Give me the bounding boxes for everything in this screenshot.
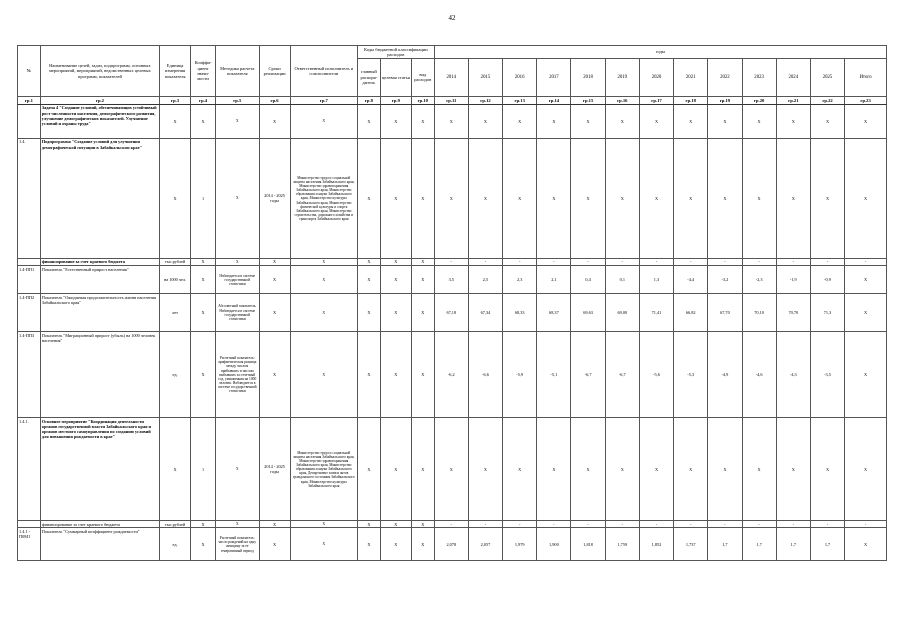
row-year-value: X [503,104,537,138]
row-total: - [845,258,887,265]
row-code-main: X [357,521,380,528]
column-number: гр.6 [259,96,290,104]
row-unit: X [160,138,191,258]
row-year-value: -4,6 [742,332,776,418]
row-code-item: X [380,294,411,332]
row-year-value: -5,3 [674,332,708,418]
column-number: гр.22 [810,96,844,104]
row-code-item: X [380,521,411,528]
row-terms: 2014 - 2025 годы [259,418,290,521]
row-year-value: 2,057 [468,528,502,561]
column-number: гр.4 [191,96,216,104]
row-number [18,104,41,138]
row-year-value: 2,5 [468,266,502,294]
row-code-type: X [411,332,434,418]
row-year-value: X [674,104,708,138]
row-year-value: X [571,418,605,521]
row-year-value: - [537,258,571,265]
row-year-value: 70,70 [776,294,810,332]
column-number: гр.23 [845,96,887,104]
row-year-value: X [810,138,844,258]
row-year-value: X [468,104,502,138]
col-header-name: Наименование целей, задач, подпрограмм, основных мероприятий, мероприятий, ведомственных целевых программ, показателей [40,46,159,97]
row-year-value: - [674,521,708,528]
row-year-value: 1,818 [571,528,605,561]
row-terms: X [259,332,290,418]
row-year-value: X [708,104,742,138]
row-year-value: - [810,258,844,265]
row-code-main: X [357,266,380,294]
row-total: X [845,266,887,294]
row-code-type: X [411,138,434,258]
row-year-value: X [742,138,776,258]
row-name: финансирование за счет краевого бюджета [40,521,159,528]
row-unit: лет [160,294,191,332]
row-total: X [845,332,887,418]
column-number: гр.10 [411,96,434,104]
row-year-value: - [708,258,742,265]
row-code-item: X [380,332,411,418]
row-year-value: 2,1 [537,266,571,294]
row-year-value: -2,3 [742,266,776,294]
row-year-value: 1,900 [537,528,571,561]
col-header-year: 2020 [639,58,673,96]
row-name: Показатель "Суммарный коэффициент рождаемости" [40,528,159,561]
row-coef: 1 [191,138,216,258]
row-total: X [845,528,887,561]
row-name: финансирование за счет краевого бюджета [40,258,159,265]
row-method: X [215,521,259,528]
row-year-value: - [639,521,673,528]
row-responsible: X [290,104,357,138]
row-year-value: - [503,521,537,528]
row-number: 1.4-ПП3 [18,332,41,418]
row-method: Наблюдается в системе государственной статистики [215,266,259,294]
row-year-value: -4,9 [708,332,742,418]
col-header-years: годы [434,46,886,59]
row-method: Расчетный показатель: число рождений на одну женщину за ее генеративный период [215,528,259,561]
row-code-main: X [357,294,380,332]
row-year-value: - [605,521,639,528]
row-terms: X [259,528,290,561]
row-number: 1.4.1. [18,418,41,521]
column-number: гр.17 [639,96,673,104]
row-year-value: 69,63 [571,294,605,332]
row-year-value: 2,078 [434,528,468,561]
row-unit: ед. [160,332,191,418]
row-year-value: - [674,258,708,265]
row-coef: 1 [191,418,216,521]
col-header-no: № [18,46,41,97]
row-year-value: -5,9 [503,332,537,418]
row-coef: X [191,332,216,418]
row-year-value: - [468,521,502,528]
row-year-value: 0,1 [605,266,639,294]
row-year-value: X [639,104,673,138]
row-year-value: X [639,138,673,258]
table-row [18,138,887,258]
col-header-year: 2016 [503,58,537,96]
row-year-value: X [605,104,639,138]
col-header-responsible: Ответственный исполнитель и соисполнители [290,46,357,97]
row-total: X [845,418,887,521]
col-header-total: Итого [845,58,887,96]
column-number: гр.21 [776,96,810,104]
row-code-item: X [380,258,411,265]
col-header-year: 2024 [776,58,810,96]
table-row [18,104,887,138]
row-code-item: X [380,138,411,258]
row-unit: X [160,104,191,138]
table-row [18,521,887,528]
column-number: гр.13 [503,96,537,104]
row-name: Основное мероприятие "Координация деятельности органов государственной власти Забайкальского края и органов местного самоуправления по созданию условий для повышения рождаемости в крае" [40,418,159,521]
column-number: гр.8 [357,96,380,104]
row-year-value: - [810,521,844,528]
row-year-value: 1,3 [639,266,673,294]
row-code-main: X [357,138,380,258]
col-header-code-item: целевая статья [380,58,411,96]
col-header-method: Методика расчета показателя [215,46,259,97]
row-year-value: X [708,418,742,521]
row-year-value: X [810,418,844,521]
col-header-year: 2023 [742,58,776,96]
row-method: X [215,418,259,521]
row-year-value: X [434,138,468,258]
row-year-value: - [468,258,502,265]
row-unit: тыс.рублей [160,258,191,265]
col-header-unit: Единица измерения показателя [160,46,191,97]
row-coef: X [191,294,216,332]
row-year-value: X [571,138,605,258]
row-code-item: X [380,418,411,521]
col-header-coef: Коэффи-циент значи-мости [191,46,216,97]
row-coef: X [191,266,216,294]
row-year-value: 1,759 [605,528,639,561]
col-header-terms: Сроки реализации [259,46,290,97]
row-year-value: X [434,418,468,521]
col-header-year: 2015 [468,58,502,96]
col-header-code-type: вид расходов [411,58,434,96]
row-year-value: 1,737 [674,528,708,561]
row-year-value: 67,18 [434,294,468,332]
row-code-main: X [357,104,380,138]
row-year-value: 66,82 [674,294,708,332]
row-code-type: X [411,258,434,265]
row-coef: X [191,528,216,561]
table-row [18,528,887,561]
row-total: X [845,104,887,138]
row-method: X [215,104,259,138]
row-year-value: X [708,138,742,258]
row-name: Подпрограмма "Создание условий для улучшения демографической ситуации в Забайкальском крае" [40,138,159,258]
row-year-value: X [434,104,468,138]
row-number: 1.4-ПП1 [18,266,41,294]
row-year-value: -5,1 [537,332,571,418]
row-year-value: - [605,258,639,265]
row-year-value: X [605,138,639,258]
column-number: гр.9 [380,96,411,104]
col-header-year: 2022 [708,58,742,96]
row-year-value: X [468,418,502,521]
page-number: 42 [448,14,456,22]
col-header-year: 2018 [571,58,605,96]
row-year-value: - [639,258,673,265]
row-year-value: - [571,521,605,528]
row-number: 1.4.1 - П0М1 [18,528,41,561]
row-total: X [845,294,887,332]
table-row [18,418,887,521]
row-year-value: X [810,104,844,138]
row-year-value: X [503,138,537,258]
row-year-value: - [537,521,571,528]
row-code-main: X [357,258,380,265]
row-coef: X [191,104,216,138]
row-code-type: X [411,294,434,332]
row-unit: X [160,418,191,521]
row-year-value: X [571,104,605,138]
row-total: X [845,138,887,258]
row-year-value: 71,41 [639,294,673,332]
row-responsible: X [290,294,357,332]
row-year-value: 1,852 [639,528,673,561]
row-year-value: -4,4 [674,266,708,294]
column-number: гр.18 [674,96,708,104]
row-name: Задача 4 "Создание условий, обеспечивающих устойчивый рост численности населения, демографического развития, улучшение демографических показателей. Улучшение условий и охраны труда" [40,104,159,138]
column-number: гр.12 [468,96,502,104]
row-code-type: X [411,528,434,561]
row-coef: X [191,258,216,265]
column-number: гр.19 [708,96,742,104]
row-year-value: 68,33 [503,294,537,332]
row-year-value: - [776,258,810,265]
row-year-value: 68,37 [537,294,571,332]
column-number: гр.3 [160,96,191,104]
row-code-main: X [357,332,380,418]
column-number: гр.7 [290,96,357,104]
row-name: Показатель "Ожидаемая продолжительность жизни населения Забайкальского края" [40,294,159,332]
row-year-value: 1,7 [742,528,776,561]
row-year-value: -1,9 [776,266,810,294]
table-row [18,266,887,294]
row-year-value: X [742,418,776,521]
column-number: гр.15 [571,96,605,104]
row-year-value: -5,6 [639,332,673,418]
row-year-value: - [434,258,468,265]
row-responsible: Министерство труда и социальной защиты населения Забайкальского края, Министерство здравоохранения Забайкальского края, Министерство образования и науки Забайкальского края, Департамент записи актов гражданского состояния Забайкальского края, Министерство культуры Забайкальского края [290,418,357,521]
row-year-value: 1,7 [708,528,742,561]
row-year-value: 70,10 [742,294,776,332]
row-terms: X [259,104,290,138]
column-number: гр.11 [434,96,468,104]
row-terms: X [259,266,290,294]
row-year-value: 2,3 [503,266,537,294]
row-year-value: 69,00 [605,294,639,332]
row-method: Абсолютный показатель. Наблюдается в системе государственной статистики [215,294,259,332]
column-number: гр.5 [215,96,259,104]
row-year-value: 3,5 [434,266,468,294]
column-numbers-row [18,96,887,104]
row-year-value: - [571,258,605,265]
row-unit: ед. [160,528,191,561]
row-year-value: X [503,418,537,521]
row-number [18,258,41,265]
program-table [17,45,887,561]
row-number: 1.4-ПП2 [18,294,41,332]
row-year-value: 67,34 [468,294,502,332]
row-year-value: -6,7 [605,332,639,418]
column-number: гр.20 [742,96,776,104]
row-year-value: - [708,521,742,528]
row-year-value: -0,9 [810,266,844,294]
row-year-value: 1,7 [810,528,844,561]
row-terms: X [259,258,290,265]
row-year-value: 1,7 [776,528,810,561]
col-header-year: 2019 [605,58,639,96]
col-header-year: 2025 [810,58,844,96]
column-number: гр.2 [40,96,159,104]
row-year-value: X [537,104,571,138]
col-header-code-main: главный распоря-дитель [357,58,380,96]
row-name: Показатель "Миграционный прирост (убыль) на 1000 человек населения" [40,332,159,418]
table-row [18,258,887,265]
row-year-value: X [674,418,708,521]
col-header-year: 2021 [674,58,708,96]
table-row [18,294,887,332]
row-code-main: X [357,528,380,561]
column-number: гр.14 [537,96,571,104]
row-year-value: X [674,138,708,258]
column-number: гр.16 [605,96,639,104]
row-total: - [845,521,887,528]
row-year-value: - [503,258,537,265]
row-year-value: -6,6 [468,332,502,418]
row-responsible: X [290,258,357,265]
row-code-type: X [411,266,434,294]
col-header-year: 2017 [537,58,571,96]
row-year-value: - [742,258,776,265]
row-responsible: Министерство труда и социальной защиты населения Забайкальского края, Министерство здравоохранения Забайкальского края, Министерство образования и науки Забайкальского края, Министерство культуры Забайкальского края, Министерство физической культуры и спорта Забайкальского края, Министерство строительства, дорожного хозяйства и транспорта Забайкальского края [290,138,357,258]
col-header-year: 2014 [434,58,468,96]
row-responsible: X [290,528,357,561]
row-year-value: X [742,104,776,138]
row-code-type: X [411,104,434,138]
row-method: Расчетный показатель: арифметическая разница между числом прибывших и числом выбывших за отчетный год, умноженная на 1000 человек. Наблюдается в системе государственной статистики [215,332,259,418]
row-year-value: 1,979 [503,528,537,561]
row-year-value: - [434,521,468,528]
row-terms: X [259,294,290,332]
row-year-value: X [776,138,810,258]
row-code-main: X [357,418,380,521]
row-year-value: -3,2 [708,266,742,294]
row-year-value: X [468,138,502,258]
row-year-value: X [537,138,571,258]
row-year-value: X [639,418,673,521]
column-number: гр.1 [18,96,41,104]
table-row [18,332,887,418]
row-method: X [215,138,259,258]
row-coef: X [191,521,216,528]
row-name: Показатель "Естественный прирост населения" [40,266,159,294]
row-code-item: X [380,528,411,561]
row-year-value: X [537,418,571,521]
row-year-value: -6,2 [434,332,468,418]
row-year-value: 71,3 [810,294,844,332]
row-year-value: X [776,418,810,521]
row-year-value: -3,5 [810,332,844,418]
row-year-value: - [776,521,810,528]
row-responsible: X [290,521,357,528]
row-year-value: X [605,418,639,521]
row-method: X [215,258,259,265]
row-unit: тыс.рублей [160,521,191,528]
row-code-item: X [380,266,411,294]
row-year-value: X [776,104,810,138]
row-number [18,521,41,528]
row-number: 1.4. [18,138,41,258]
row-unit: на 1000 чел. [160,266,191,294]
row-responsible: X [290,266,357,294]
row-terms: 2014 - 2025 годы [259,138,290,258]
row-year-value: 0,4 [571,266,605,294]
row-terms: X [259,521,290,528]
row-code-type: X [411,521,434,528]
row-year-value: -4,3 [776,332,810,418]
row-year-value: -6,7 [571,332,605,418]
row-year-value: 67,70 [708,294,742,332]
row-code-type: X [411,418,434,521]
col-header-budget-codes: Коды бюджетной классификации расходов [357,46,434,59]
row-year-value: - [742,521,776,528]
row-code-item: X [380,104,411,138]
row-responsible: X [290,332,357,418]
